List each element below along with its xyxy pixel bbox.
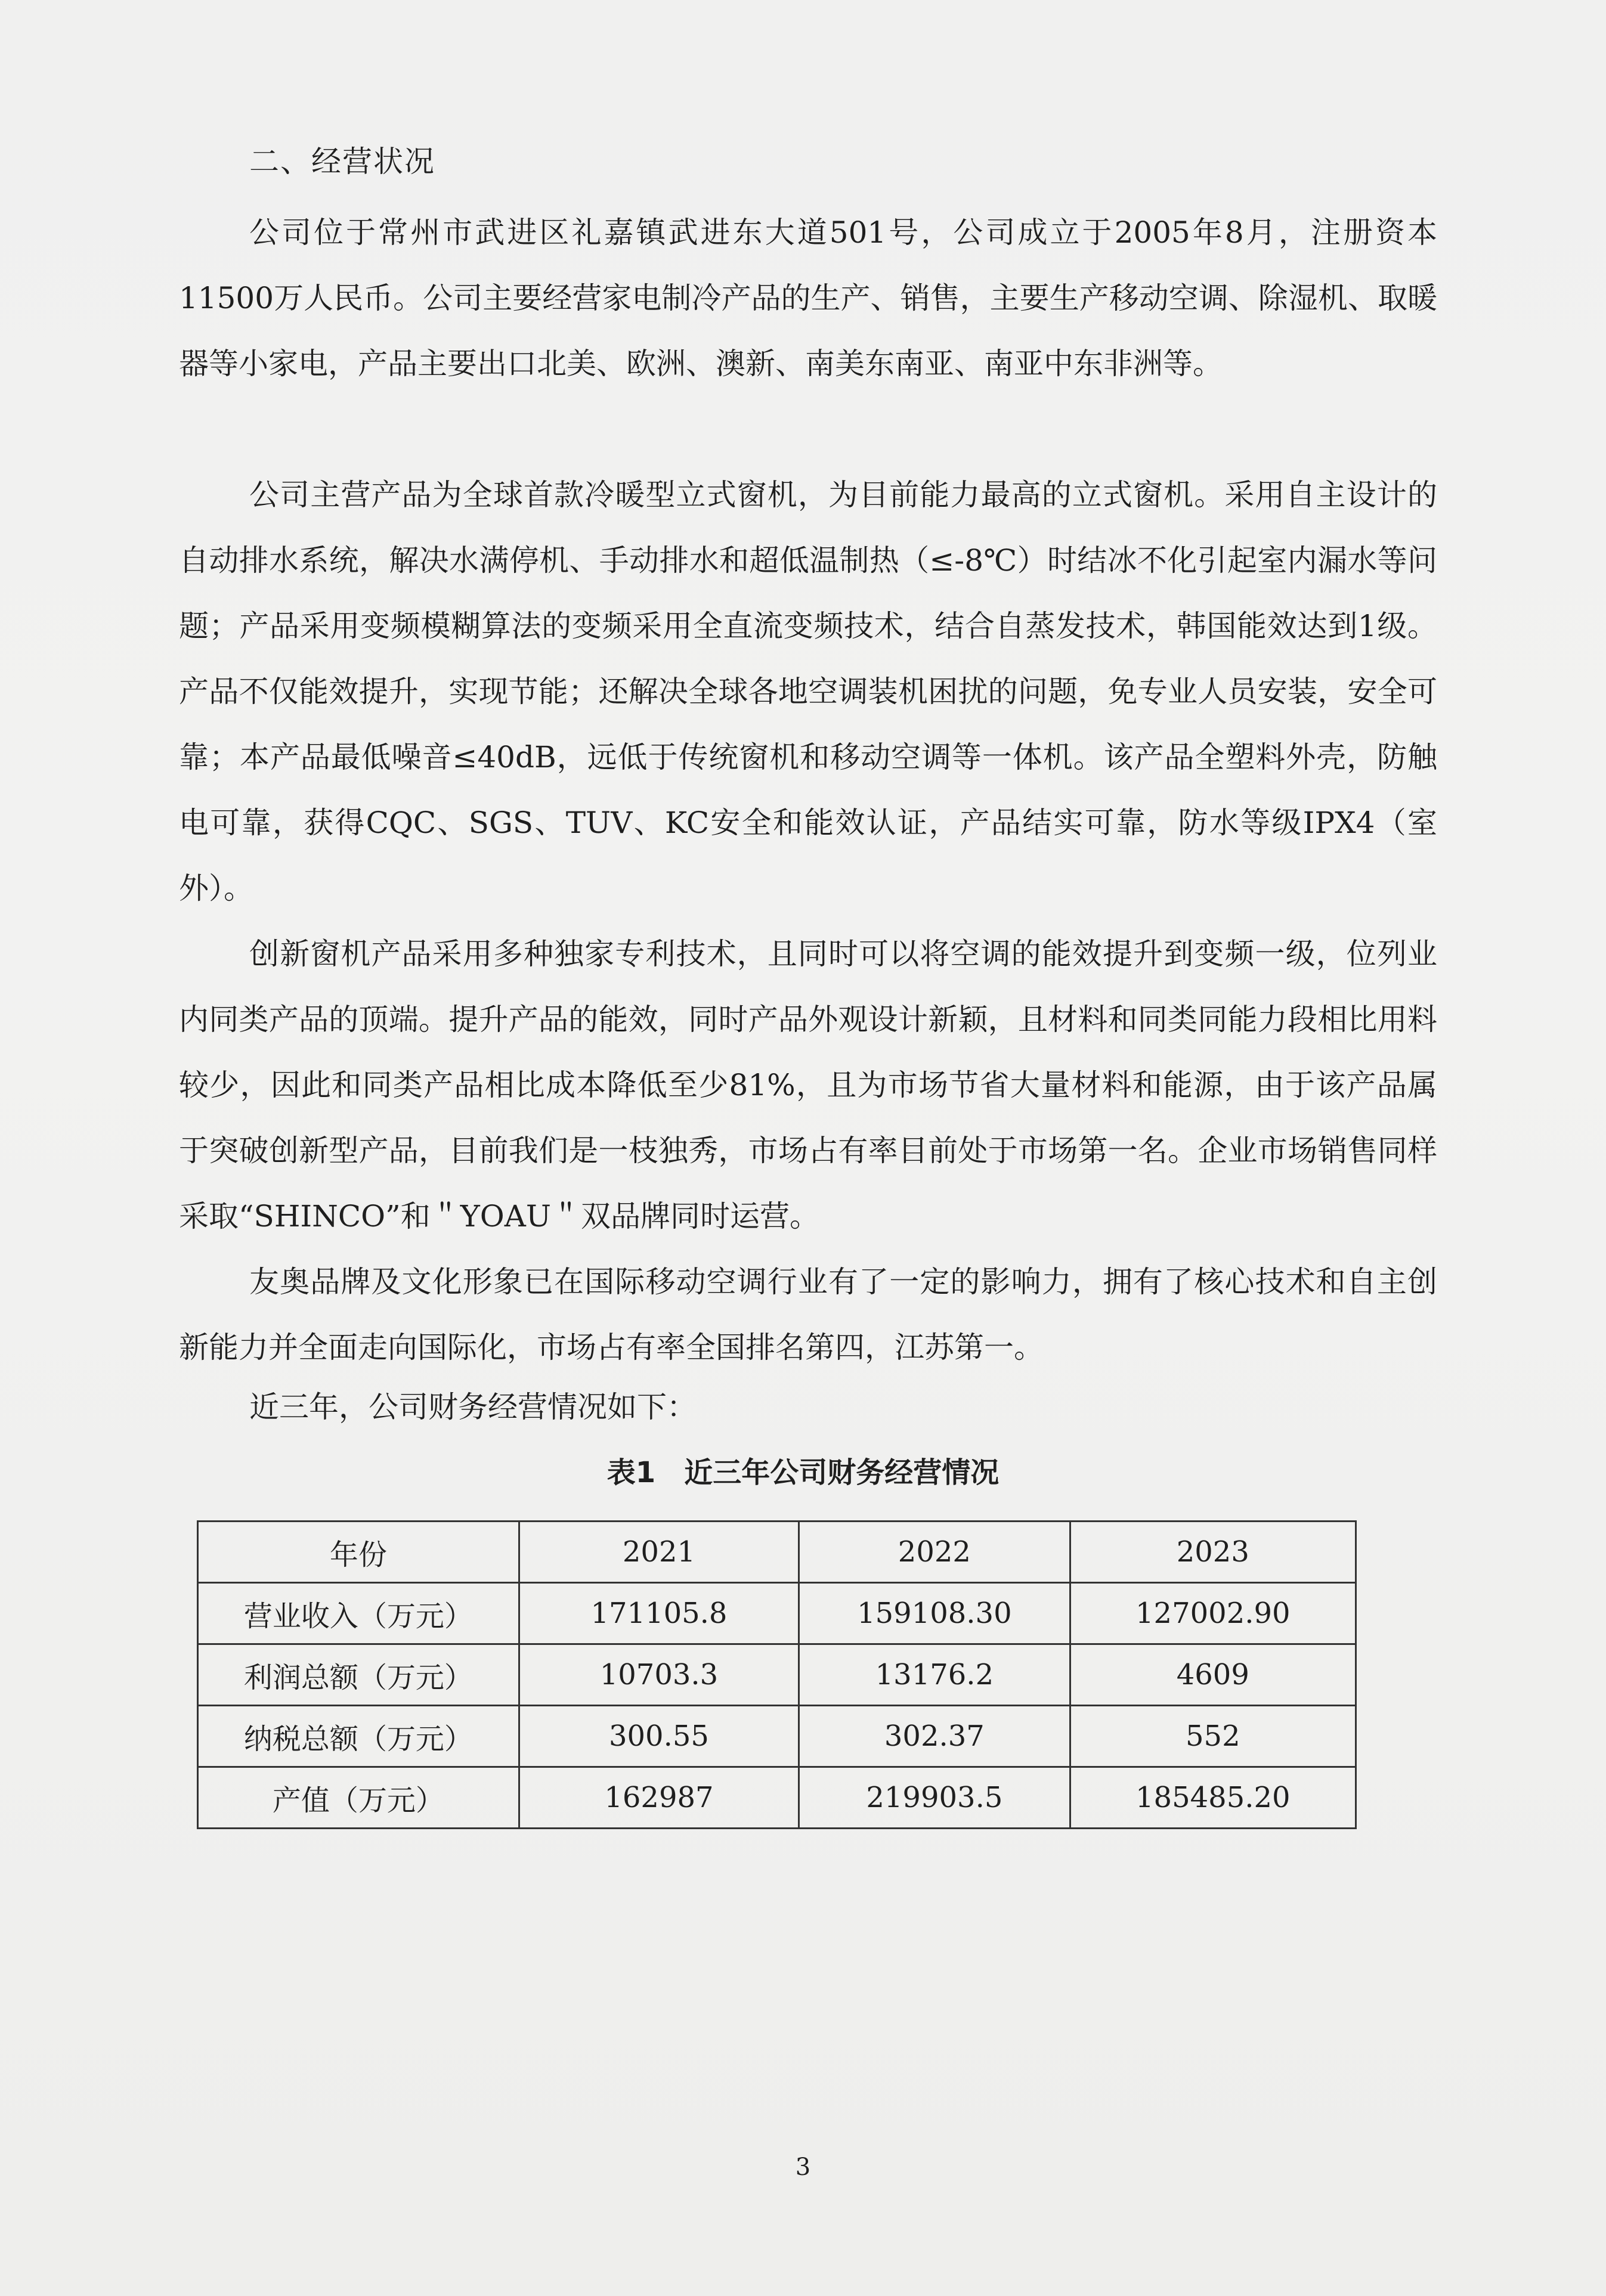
table-header-cell: 2022 [799, 1522, 1070, 1583]
table-cell: 利润总额（万元） [198, 1644, 519, 1706]
section-heading: 二、经营状况 [249, 144, 435, 179]
table-cell: 552 [1070, 1706, 1356, 1767]
table-cell: 171105.8 [519, 1583, 799, 1644]
table-cell: 159108.30 [799, 1583, 1070, 1644]
page-number: 3 [795, 2154, 811, 2181]
table-cell: 300.55 [519, 1706, 799, 1767]
table-cell: 营业收入（万元） [198, 1583, 519, 1644]
paragraph-finance-intro: 近三年，公司财务经营情况如下： [249, 1390, 697, 1424]
paragraph-brand: 友奥品牌及文化形象已在国际移动空调行业有了一定的影响力，拥有了核心技术和自主创新能力并全面走向国际化，市场占有率全国排名第四，江苏第一。 [179, 1265, 1437, 1365]
table-cell: 162987 [519, 1767, 799, 1829]
table-cell: 4609 [1070, 1644, 1356, 1706]
table-cell: 302.37 [799, 1706, 1070, 1767]
paragraph-main-product: 公司主营产品为全球首款冷暖型立式窗机，为目前能力最高的立式窗机。采用自主设计的自动排水系统，解决水满停机、手动排水和超低温制热（≤-8℃）时结冰不化引起室内漏水等问题；产品采用变频模糊算法的变频采用全直流变频技术，结合自蒸发技术，韩国能效达到1级。产品不仅能效提升，实现节能；还解决全球各地空调装机困扰的问题，免专业人员安装，安全可靠；本产品最低噪音≤40dB，远低于传统窗机和移动空调等一体机。该产品全塑料外壳，防触电可靠，获得CQC、SGS、TUV、KC安全和能效认证，产品结实可靠，防水等级IPX4（室外）。 [179, 478, 1437, 906]
financial-table [197, 1520, 1357, 1829]
table-row [198, 1706, 1356, 1767]
table-header-cell: 2023 [1070, 1522, 1356, 1583]
table-row [198, 1644, 1356, 1706]
table-cell: 10703.3 [519, 1644, 799, 1706]
table-cell: 纳税总额（万元） [198, 1706, 519, 1767]
table-row [198, 1583, 1356, 1644]
table-cell: 127002.90 [1070, 1583, 1356, 1644]
table-cell: 185485.20 [1070, 1767, 1356, 1829]
table-cell: 产值（万元） [198, 1767, 519, 1829]
table-header-row [198, 1522, 1356, 1583]
table-cell: 13176.2 [799, 1644, 1070, 1706]
paragraph-company-location: 公司位于常州市武进区礼嘉镇武进东大道501号，公司成立于2005年8月，注册资本11500万人民币。公司主要经营家电制冷产品的生产、销售，主要生产移动空调、除湿机、取暖器等小家电，产品主要出口北美、欧洲、澳新、南美东南亚、南亚中东非洲等。 [179, 215, 1437, 381]
table-header-cell: 2021 [519, 1522, 799, 1583]
paragraph-innovation: 创新窗机产品采用多种独家专利技术，且同时可以将空调的能效提升到变频一级，位列业内同类产品的顶端。提升产品的能效，同时产品外观设计新颖，且材料和同类同能力段相比用料较少，因此和同类产品相比成本降低至少81%，且为市场节省大量材料和能源，由于该产品属于突破创新型产品，目前我们是一枝独秀，市场占有率目前处于市场第一名。企业市场销售同样采取“SHINCO”和＂YOAU＂双品牌同时运营。 [179, 937, 1437, 1234]
table-header-cell: 年份 [198, 1522, 519, 1583]
table-cell: 219903.5 [799, 1767, 1070, 1829]
table-caption: 表1 近三年公司财务经营情况 [606, 1456, 1000, 1489]
table-row [198, 1767, 1356, 1829]
